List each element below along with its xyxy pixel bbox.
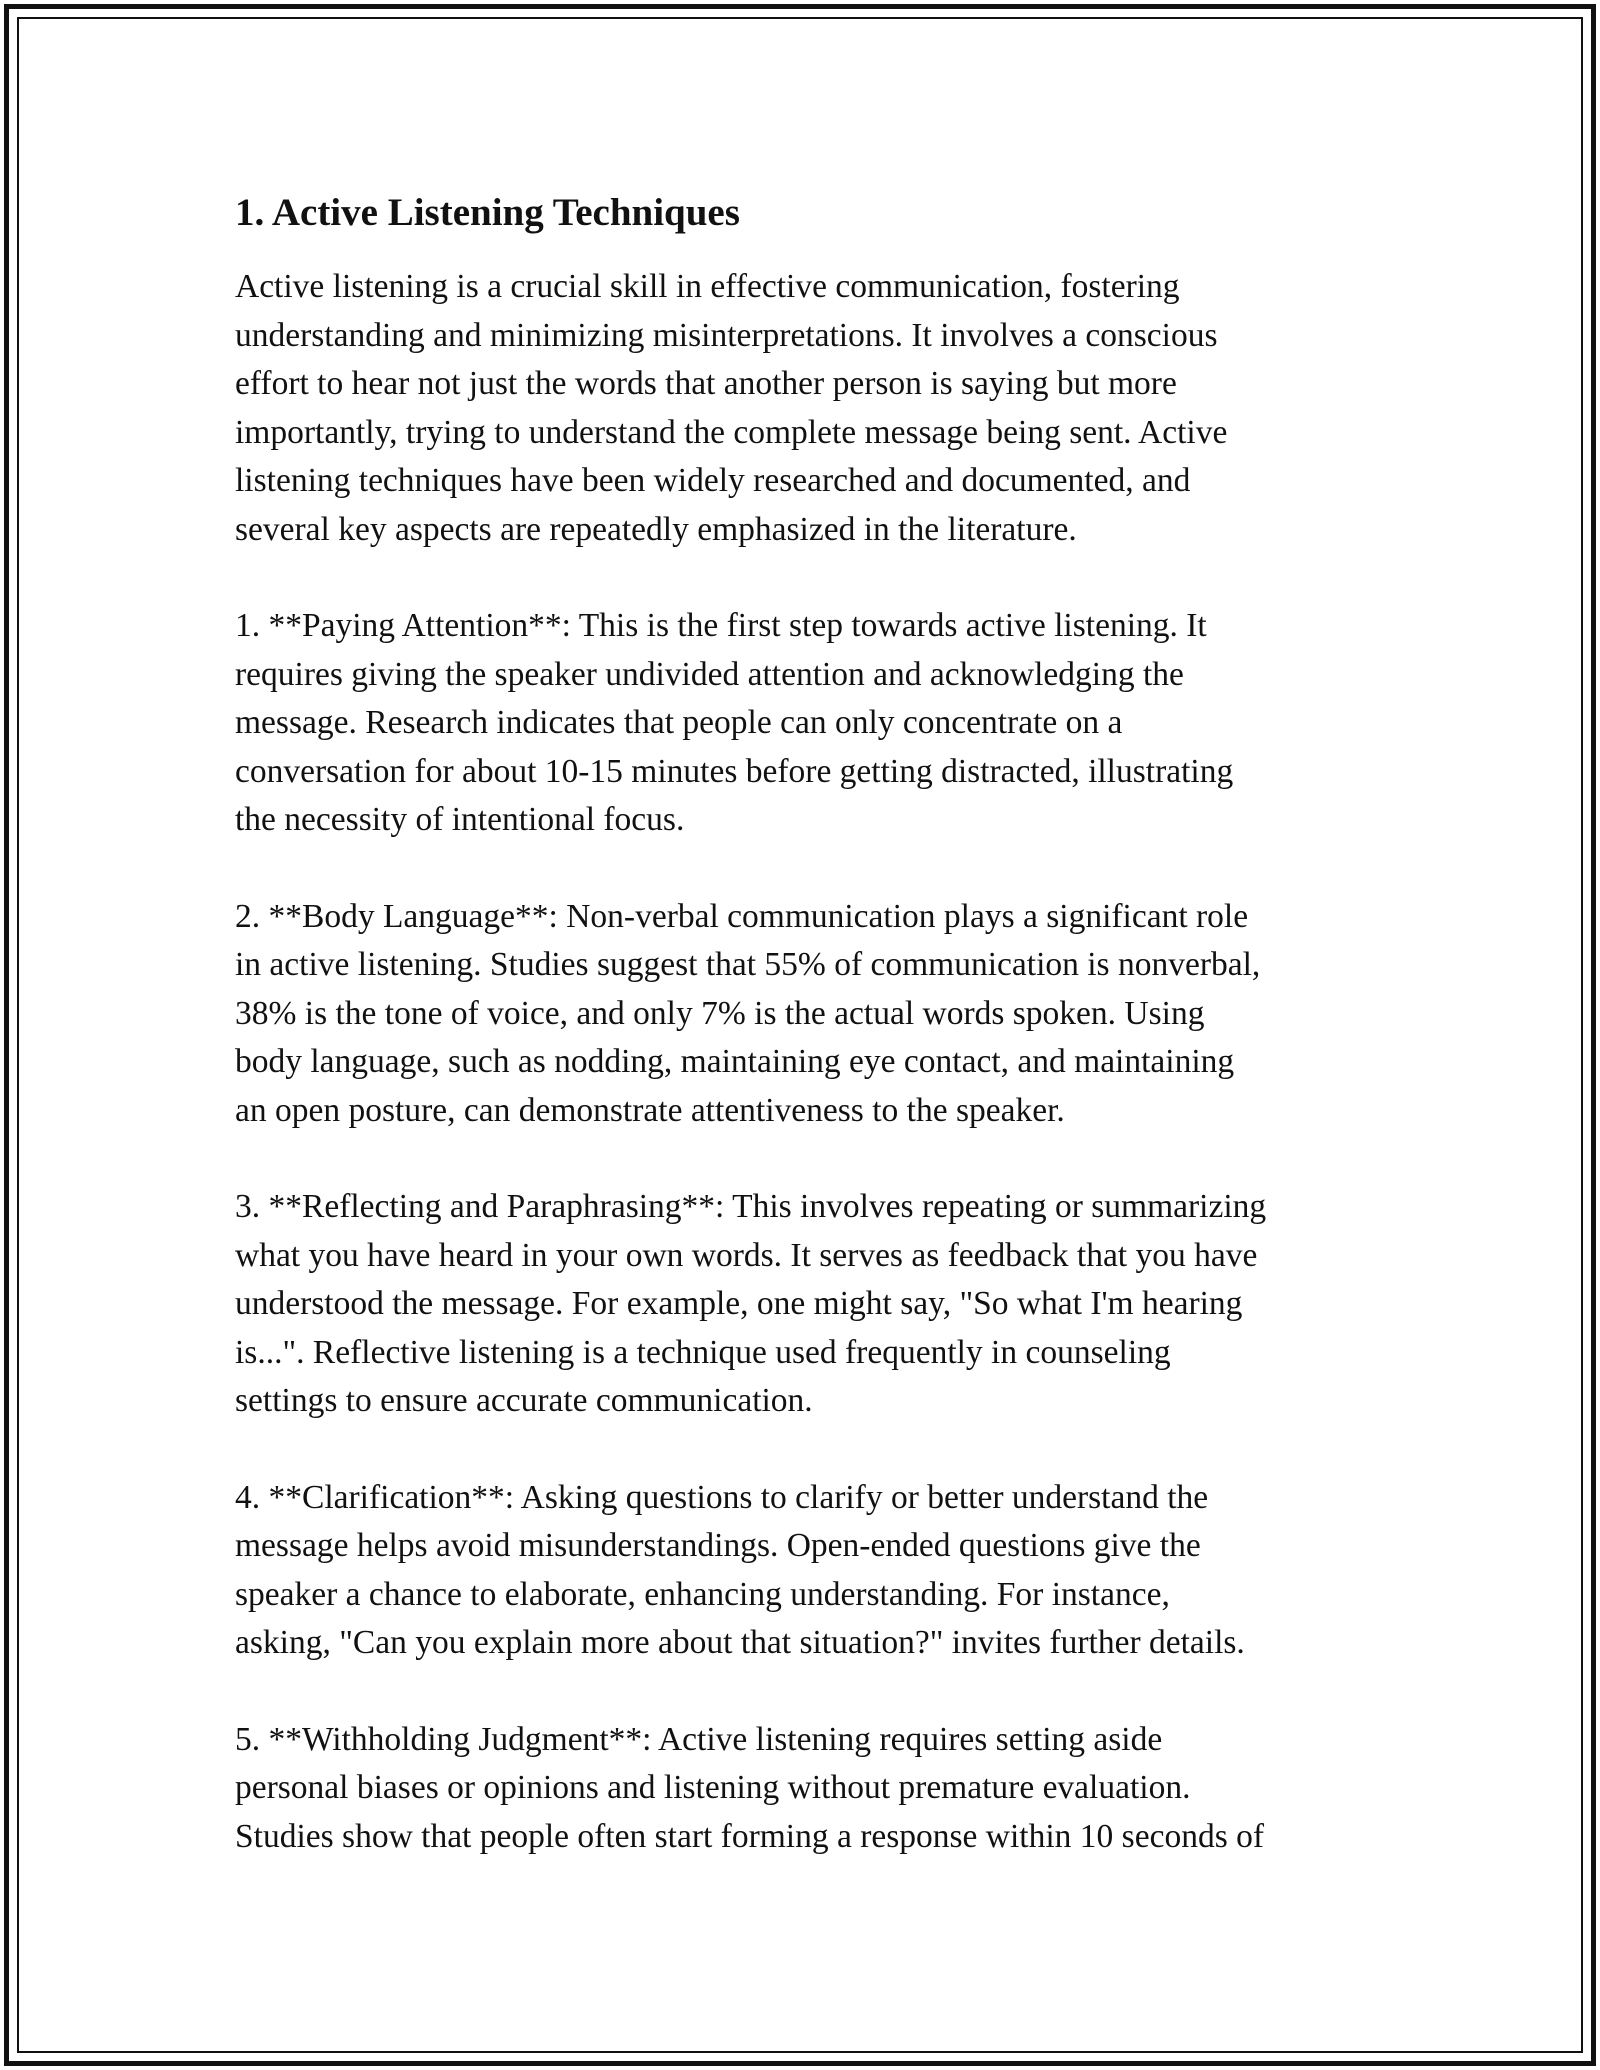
text-line: settings to ensure accurate communication. — [235, 1382, 813, 1419]
text-line: asking, "Can you explain more about that situation?" invites further details. — [235, 1624, 1245, 1661]
technique-paragraph-5 — [235, 1716, 1375, 1862]
technique-paragraph-2 — [235, 893, 1375, 1136]
text-line: what you have heard in your own words. It serves as feedback that you have — [235, 1236, 1258, 1274]
text-line: 5. **Withholding Judgment**: Active listening requires setting aside — [235, 1720, 1163, 1758]
text-line: in active listening. Studies suggest that 55% of communication is nonverbal, — [235, 946, 1261, 983]
text-line: Studies show that people often start forming a response within 10 seconds of — [235, 1817, 1265, 1855]
text-line: requires giving the speaker undivided attention and acknowledging the — [235, 655, 1184, 693]
intro-paragraph — [235, 263, 1375, 554]
text-line: personal biases or opinions and listening without premature evaluation. — [235, 1769, 1191, 1806]
text-line: understanding and minimizing misinterpretations. It involves a conscious — [235, 316, 1218, 354]
text-line: importantly, trying to understand the complete message being sent. Active — [235, 413, 1228, 451]
text-line: Active listening is a crucial skill in effective communication, fostering — [235, 268, 1180, 305]
text-line: listening techniques have been widely researched and documented, and — [235, 462, 1191, 499]
text-line: conversation for about 10-15 minutes before getting distracted, illustrating — [235, 752, 1234, 790]
text-line: 2. **Body Language**: Non-verbal communication plays a significant role — [235, 897, 1249, 935]
document-title: 1. Active Listening Techniques — [235, 191, 740, 234]
text-line: several key aspects are repeatedly emphasized in the literature. — [235, 510, 1077, 548]
text-line: message. Research indicates that people can only concentrate on a — [235, 704, 1123, 741]
text-line: the necessity of intentional focus. — [235, 801, 685, 838]
text-line: speaker a chance to elaborate, enhancing understanding. For instance, — [235, 1575, 1170, 1613]
text-line: understood the message. For example, one might say, "So what I'm hearing — [235, 1285, 1243, 1322]
text-line: is...". Reflective listening is a technique used frequently in counseling — [235, 1333, 1171, 1371]
technique-paragraph-3 — [235, 1183, 1375, 1426]
technique-paragraph-4 — [235, 1474, 1375, 1668]
text-line: an open posture, can demonstrate attentiveness to the speaker. — [235, 1091, 1065, 1129]
document-body — [235, 185, 1375, 1909]
paragraph-list — [235, 263, 1375, 1861]
text-line: body language, such as nodding, maintaining eye contact, and maintaining — [235, 1043, 1235, 1080]
text-line: message helps avoid misunderstandings. Open-ended questions give the — [235, 1527, 1201, 1564]
text-line: 3. **Reflecting and Paraphrasing**: This involves repeating or summarizing — [235, 1188, 1267, 1225]
text-line: 38% is the tone of voice, and only 7% is the actual words spoken. Using — [235, 994, 1205, 1032]
technique-paragraph-1 — [235, 602, 1375, 845]
text-line: 4. **Clarification**: Asking questions to clarify or better understand the — [235, 1478, 1209, 1516]
text-line: 1. **Paying Attention**: This is the first step towards active listening. It — [235, 607, 1207, 644]
text-line: effort to hear not just the words that another person is saying but more — [235, 365, 1177, 402]
